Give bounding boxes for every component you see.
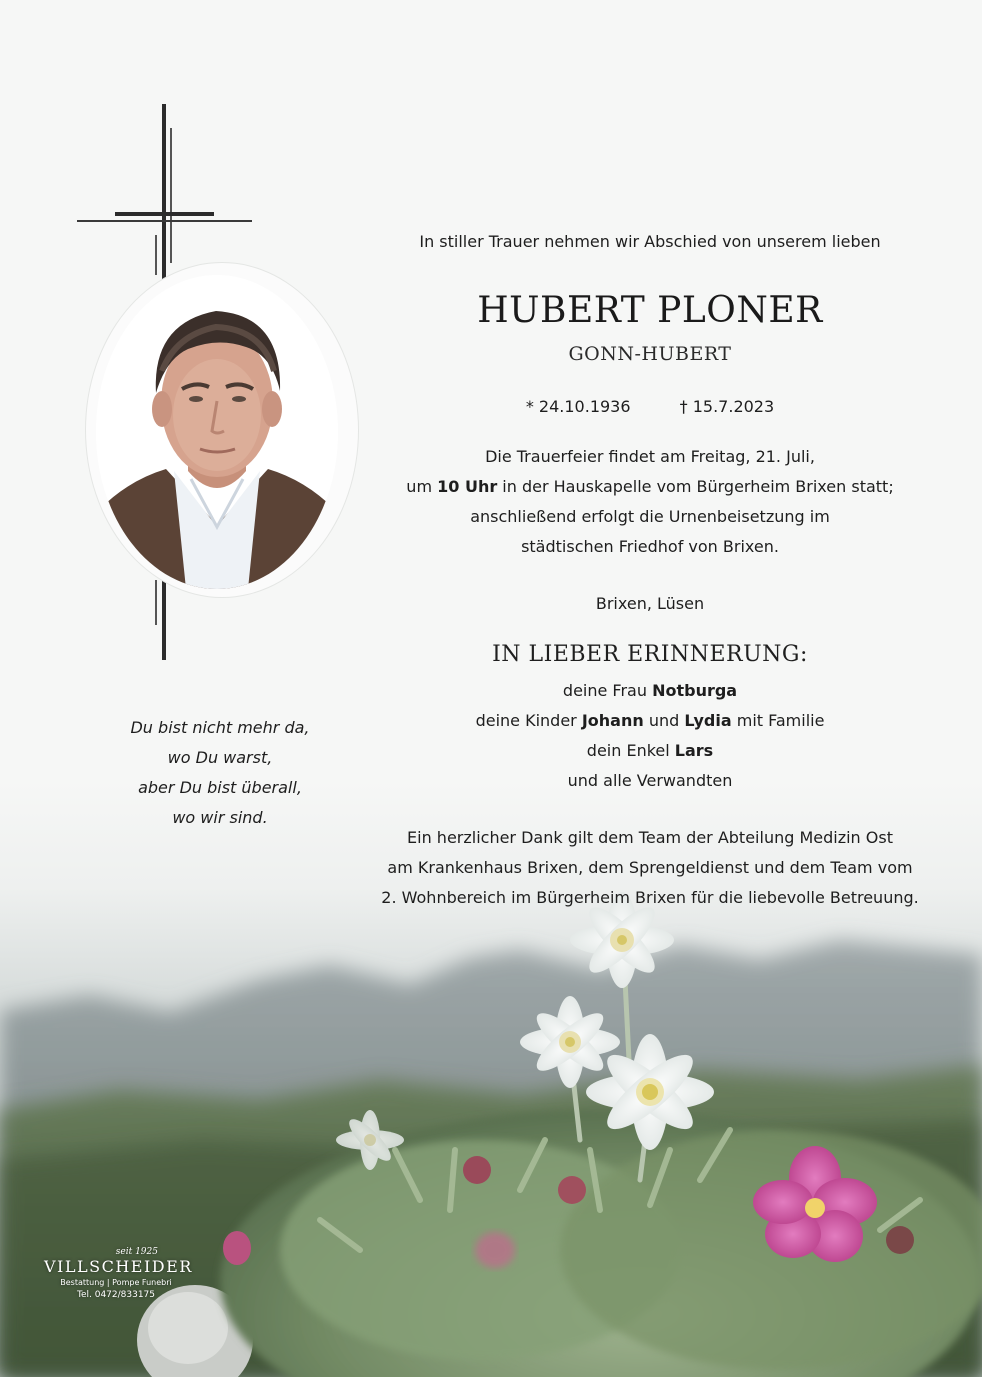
logo-subtitle: Bestattung | Pompe Funebri <box>60 1278 172 1287</box>
quote-line: wo Du warst, <box>167 748 273 767</box>
funeral-info <box>390 442 910 562</box>
logo-phone: Tel. 0472/833175 <box>76 1290 156 1300</box>
text-fragment: in der Hauskapelle vom Bürgerheim Brixen statt; <box>497 477 894 496</box>
funeral-line: Die Trauerfeier findet am Freitag, 21. Juli, <box>485 447 815 466</box>
text-fragment: dein Enkel <box>586 741 675 760</box>
mourner-name: Lydia <box>684 711 732 730</box>
intro-text: In stiller Trauer nehmen wir Abschied von unserem lieben <box>419 232 881 251</box>
mourners-list <box>390 676 910 796</box>
funeral-home-logo <box>44 1247 193 1302</box>
logo-since: seit 1925 <box>115 1247 158 1257</box>
text-fragment: um <box>406 477 438 496</box>
memory-heading: IN LIEBER ERINNERUNG: <box>492 642 808 667</box>
death-date: † 15.7.2023 <box>679 397 775 416</box>
mourner-line <box>390 736 910 766</box>
funeral-line: städtischen Friedhof von Brixen. <box>521 537 779 556</box>
mourner-name: Johann <box>581 711 644 730</box>
logo-brand: VILLSCHEIDER <box>44 1257 193 1276</box>
funeral-line <box>390 472 910 502</box>
thanks-line: am Krankenhaus Brixen, dem Sprengeldienst und dem Team vom <box>387 858 913 877</box>
mourner-line <box>390 676 910 706</box>
text-fragment: mit Familie <box>731 711 825 730</box>
mourner-line: und alle Verwandten <box>567 771 733 790</box>
text-fragment: deine Kinder <box>475 711 582 730</box>
life-dates <box>390 397 910 416</box>
quote-line: wo wir sind. <box>172 808 268 827</box>
birth-date: * 24.10.1936 <box>525 397 631 416</box>
mourner-line <box>390 706 910 736</box>
mourner-name: Notburga <box>652 681 738 700</box>
deceased-nickname: GONN-HUBERT <box>568 343 732 365</box>
thanks-line: 2. Wohnbereich im Bürgerheim Brixen für die liebevolle Betreuung. <box>381 888 919 907</box>
mourner-name: Lars <box>674 741 714 760</box>
deceased-name: HUBERT PLONER <box>477 290 823 331</box>
funeral-line: anschließend erfolgt die Urnenbeisetzung im <box>470 507 830 526</box>
portrait-photo <box>96 275 338 589</box>
thanks-line: Ein herzlicher Dank gilt dem Team der Abteilung Medizin Ost <box>407 828 893 847</box>
quote-line: aber Du bist überall, <box>138 778 302 797</box>
text-fragment: und <box>643 711 685 730</box>
funeral-time: 10 Uhr <box>437 477 498 496</box>
text-fragment: deine Frau <box>562 681 653 700</box>
thanks-text <box>370 823 930 913</box>
place-names: Brixen, Lüsen <box>595 594 705 613</box>
memorial-quote <box>90 713 350 833</box>
quote-line: Du bist nicht mehr da, <box>130 718 310 737</box>
